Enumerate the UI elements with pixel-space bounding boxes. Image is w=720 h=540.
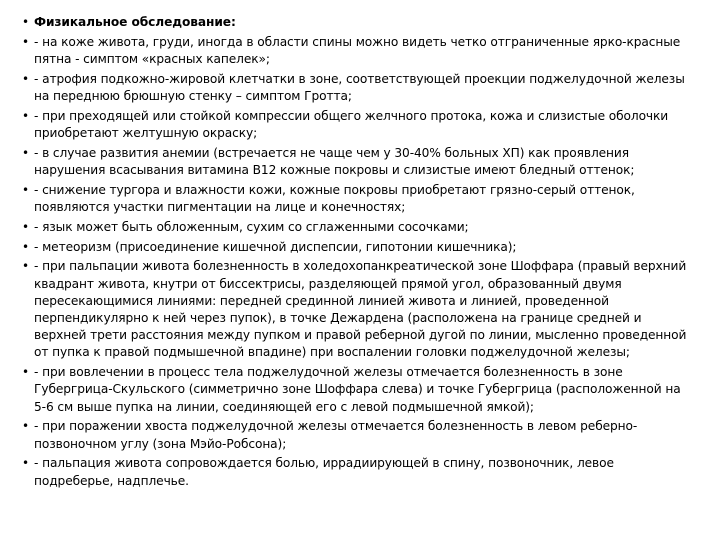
list-item (22, 258, 696, 361)
list-item (22, 108, 696, 142)
list-item-text: - при поражении хвоста поджелудочной железы отмечается болезненность в левом реберно-позвоночном углу (зона Мэйо-Робсона); (34, 419, 638, 451)
list-item (22, 418, 696, 452)
list-item-text: - на коже живота, груди, иногда в области спины можно видеть четко отграниченные ярко-красные пятна - симптом «красных капелек»; (34, 34, 681, 66)
list-item-text: - в случае развития анемии (встречается не чаще чем у 30-40% больных ХП) как проявления нарушения всасывания витамина B12 кожные покровы и слизистые имеют бледный оттенок; (34, 145, 635, 177)
list-item (22, 34, 696, 68)
bullet-icon: • (22, 419, 29, 434)
list-item (22, 182, 696, 216)
bullet-icon: • (22, 182, 29, 197)
list-item-heading (22, 14, 696, 31)
list-item-text: - при пальпации живота болезненность в холедохопанкреатической зоне Шоффара (правый верхний квадрант живота, кнутри от биссектрисы, разделяющей прямой угол, образованный двумя пересекающимися линиями: передней срединной линией живота и линией, проведенной перпендикулярно к ней через пупок), в точке Дежардена (расположена на границе средней и верхней трети расстояния между пупком и правой реберной дугой по линии, мысленно проведенной от пупка к правой подмышечной впадине) при воспалении головки поджелудочной железы; (34, 259, 687, 360)
list-item (22, 71, 696, 105)
bullet-icon: • (22, 219, 29, 234)
bullet-icon: • (22, 71, 29, 86)
list-item (22, 364, 696, 416)
list-item-text: - пальпация живота сопровождается болью, иррадиирующей в спину, позвоночник, левое подреберье, надплечье. (34, 456, 614, 488)
bullet-list (22, 14, 696, 490)
bullet-icon: • (22, 15, 29, 29)
bullet-icon: • (22, 456, 29, 471)
list-item (22, 239, 696, 256)
section-heading: Физикальное обследование: (34, 15, 236, 29)
list-item-text: - снижение тургора и влажности кожи, кожные покровы приобретают грязно-серый оттенок, появляются участки пигментации на лице и конечностях; (34, 182, 635, 214)
bullet-icon: • (22, 365, 29, 380)
list-item-text: - при вовлечении в процесс тела поджелудочной железы отмечается болезненность в зоне Губергрица-Скульского (симметрично зоне Шоффара слева) и точке Губергрица (расположенной на 5-6 см выше пупка на линии, соединяющей его с левой подмышечной ямкой); (34, 365, 681, 414)
list-item-text: - язык может быть обложенным, сухим со сглаженными сосочками; (34, 219, 469, 234)
list-item-text: - при преходящей или стойкой компрессии общего желчного протока, кожа и слизистые оболочки приобретают желтушную окраску; (34, 108, 669, 140)
list-item-text: - метеоризм (присоединение кишечной диспепсии, гипотонии кишечника); (34, 239, 517, 254)
bullet-icon: • (22, 239, 29, 254)
bullet-icon: • (22, 34, 29, 49)
list-item-text: - атрофия подкожно-жировой клетчатки в зоне, соответствующей проекции поджелудочной железы на переднюю брюшную стенку – симптом Гротта; (34, 71, 685, 103)
list-item (22, 145, 696, 179)
list-item (22, 219, 696, 236)
bullet-icon: • (22, 259, 29, 274)
list-item (22, 455, 696, 489)
bullet-icon: • (22, 145, 29, 160)
bullet-icon: • (22, 108, 29, 123)
